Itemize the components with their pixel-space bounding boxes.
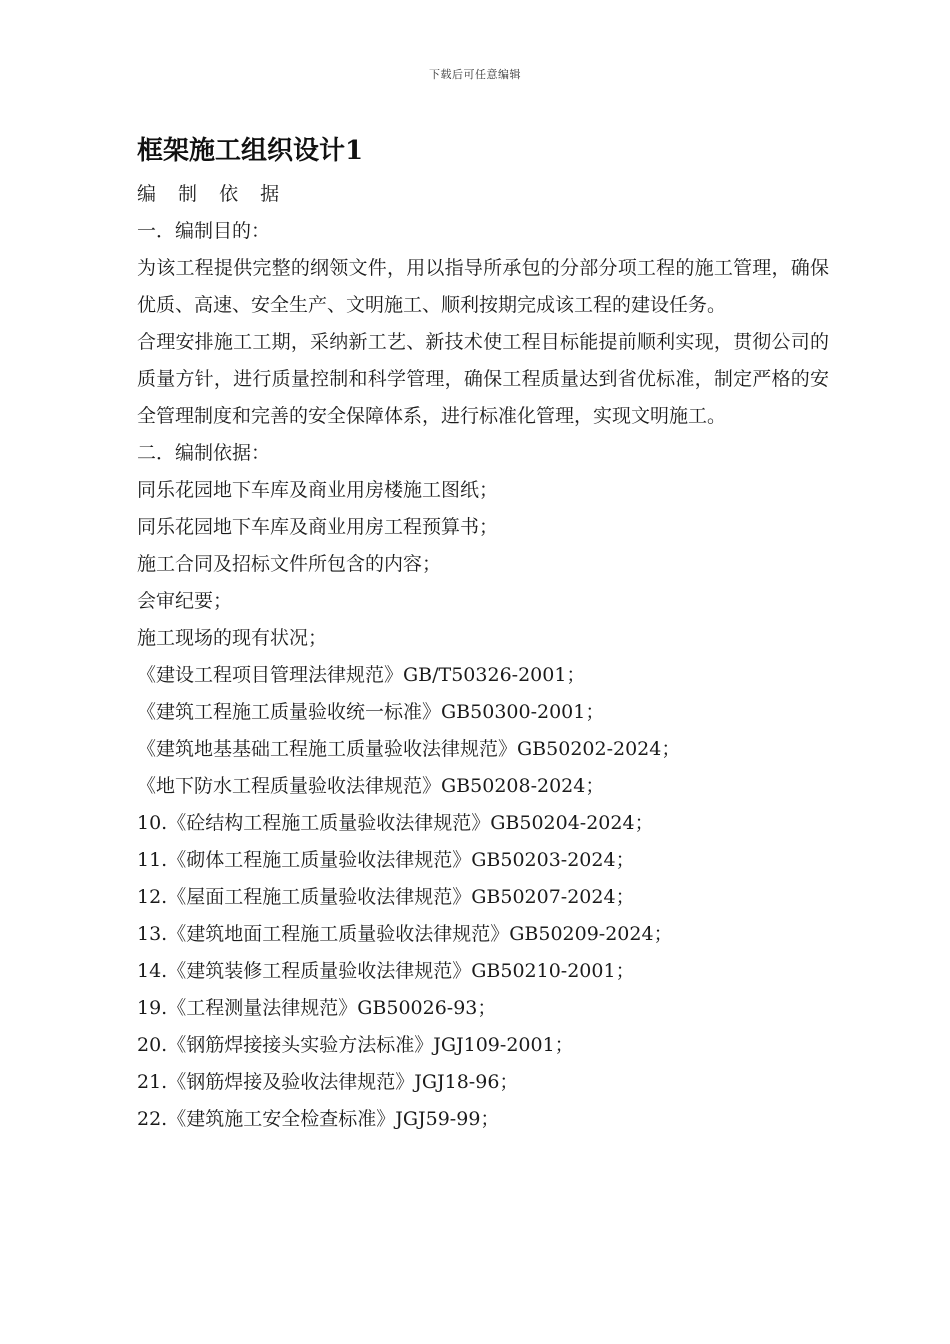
section-1-paragraph-2: 合理安排施工工期，采纳新工艺、新技术使工程目标能提前顺利实现，贯彻公司的质量方针，进行质量控制和科学管理，确保工程质量达到省优标准，制定严格的安全管理制度和完善的安全保障体系，进行标准化管理，实现文明施工。 bbox=[137, 331, 829, 427]
basis-list-item: 会审纪要； bbox=[137, 590, 233, 612]
section-2-heading: 二．编制依据： bbox=[137, 442, 271, 464]
basis-list-item: 同乐花园地下车库及商业用房工程预算书； bbox=[137, 516, 499, 538]
basis-list-item: 14.《建筑装修工程质量验收法律规范》GB50210-2001； bbox=[137, 960, 635, 982]
basis-list-item: 12.《屋面工程施工质量验收法律规范》GB50207-2024； bbox=[137, 886, 635, 908]
basis-list-item: 21.《钢筋焊接及验收法律规范》JGJ18-96； bbox=[137, 1071, 519, 1093]
document-title: 框架施工组织设计1 bbox=[137, 136, 364, 166]
basis-list-item: 《地下防水工程质量验收法律规范》GB50208-2024； bbox=[137, 775, 605, 797]
basis-list-item: 《建筑地基基础工程施工质量验收法律规范》GB50202-2024； bbox=[137, 738, 681, 760]
section-1-heading: 一．编制目的： bbox=[137, 220, 271, 242]
basis-list-item: 施工合同及招标文件所包含的内容； bbox=[137, 553, 442, 575]
section-1-paragraph-1: 为该工程提供完整的纲领文件，用以指导所承包的分部分项工程的施工管理，确保优质、高速、安全生产、文明施工、顺利按期完成该工程的建设任务。 bbox=[137, 257, 829, 316]
basis-list-item: 11.《砌体工程施工质量验收法律规范》GB50203-2024； bbox=[137, 849, 635, 871]
basis-list-item: 10.《砼结构工程施工质量验收法律规范》GB50204-2024； bbox=[137, 812, 654, 834]
basis-list-item: 13.《建筑地面工程施工质量验收法律规范》GB50209-2024； bbox=[137, 923, 673, 945]
document-body bbox=[137, 130, 837, 1138]
basis-list-item: 同乐花园地下车库及商业用房楼施工图纸； bbox=[137, 479, 499, 501]
basis-list-item: 22.《建筑施工安全检查标准》JGJ59-99； bbox=[137, 1108, 500, 1130]
basis-list-item: 《建设工程项目管理法律规范》GB/T50326-2001； bbox=[137, 664, 586, 686]
page-header-note: 下载后可任意编辑 bbox=[429, 68, 521, 81]
basis-list-item: 19.《工程测量法律规范》GB50026-93； bbox=[137, 997, 497, 1019]
basis-list-item: 20.《钢筋焊接接头实验方法标准》JGJ109-2001； bbox=[137, 1034, 574, 1056]
basis-list-item: 《建筑工程施工质量验收统一标准》GB50300-2001； bbox=[137, 701, 605, 723]
document-subtitle: 编 制 依 据 bbox=[137, 183, 288, 205]
basis-list-item: 施工现场的现有状况； bbox=[137, 627, 328, 649]
